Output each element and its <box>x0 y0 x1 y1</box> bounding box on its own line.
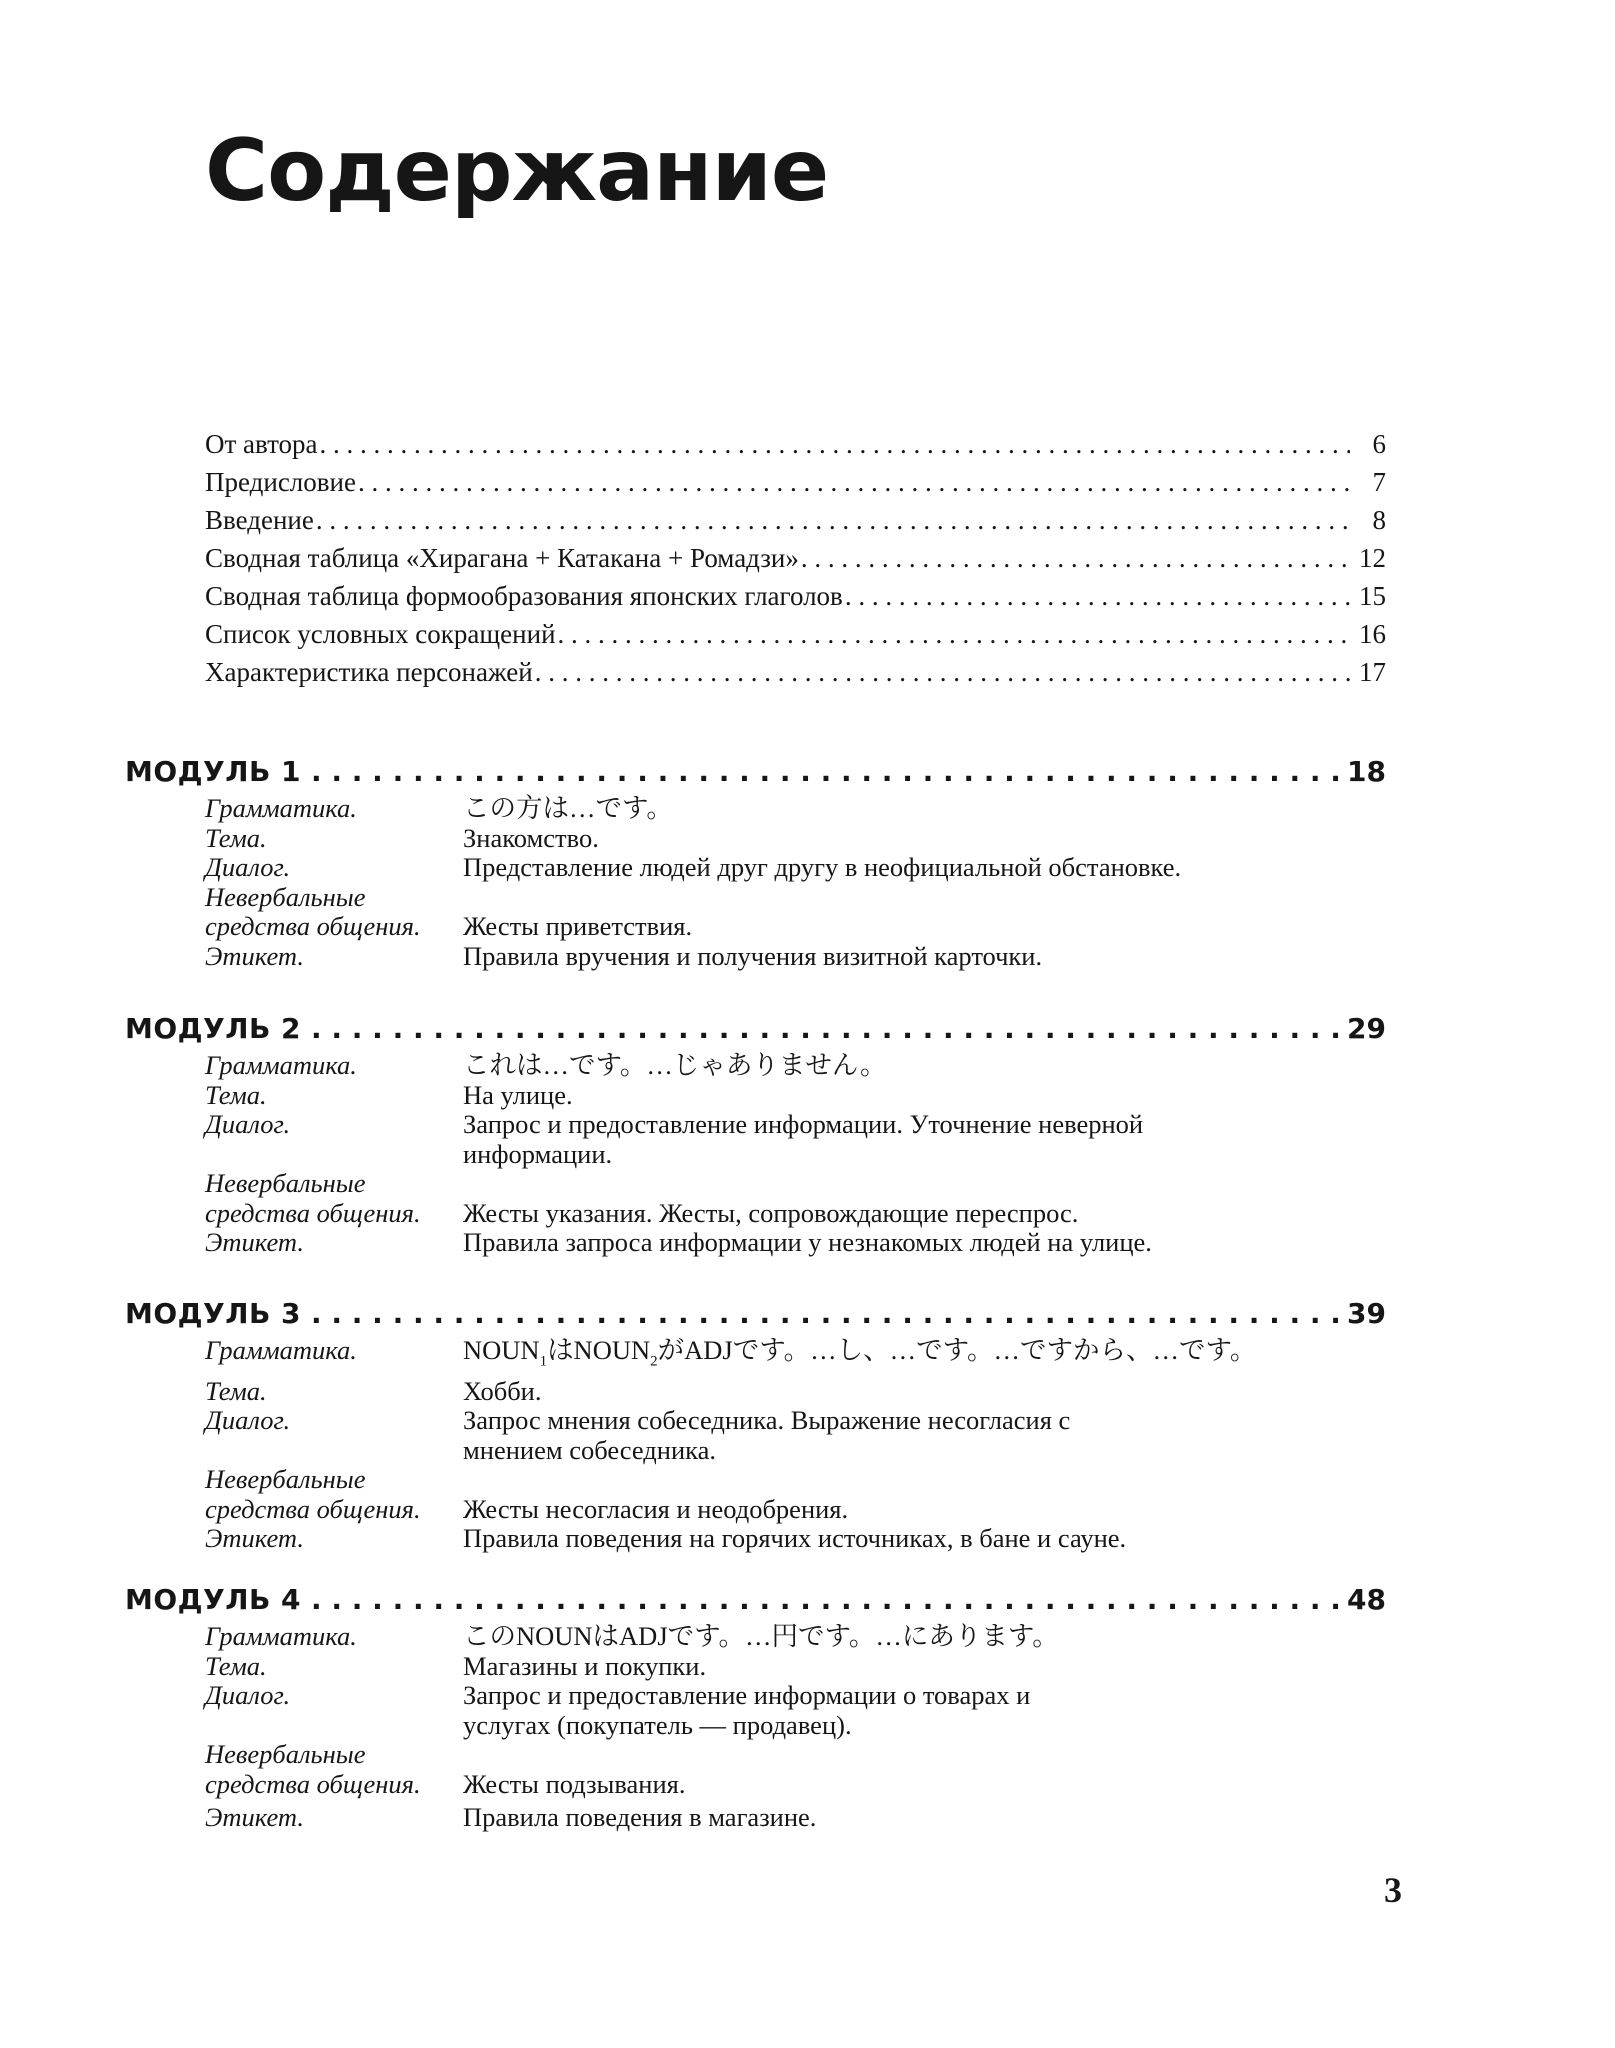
toc-entry-label: Предисловие <box>205 467 356 497</box>
etiquette-row <box>205 1524 1386 1554</box>
dialog-value: Запрос и предоставление информации о товарах и услугах (покупатель — продавец). <box>463 1680 1031 1740</box>
nonverbal-value: Жесты несогласия и неодобрения. <box>463 1493 849 1524</box>
dialog-row <box>205 1681 1386 1740</box>
etiquette-value: Правила поведения на горячих источниках, в бане и сауне. <box>463 1523 1127 1554</box>
dot-leader <box>845 577 1350 615</box>
nonverbal-row <box>205 883 1386 942</box>
toc-entry-verb-table[interactable] <box>205 577 1386 615</box>
page-title: Содержание <box>205 121 829 221</box>
dot-leader <box>311 1009 1341 1049</box>
dot-leader <box>311 1294 1341 1334</box>
grammar-subscript: 2 <box>650 1353 658 1370</box>
toc-entry-page: 12 <box>1359 543 1386 573</box>
topic-label: Тема. <box>205 822 267 853</box>
module-name: МОДУЛЬ 1 <box>125 755 302 788</box>
toc-entry-label: Сводная таблица формообразования японских глаголов <box>205 581 843 611</box>
dot-leader <box>558 615 1350 653</box>
dot-leader <box>535 653 1350 691</box>
dialog-label: Диалог. <box>205 1109 291 1139</box>
nonverbal-row <box>205 1169 1386 1228</box>
etiquette-row <box>205 1803 1386 1833</box>
module-heading[interactable] <box>125 1580 1386 1620</box>
topic-value: Магазины и покупки. <box>463 1650 707 1681</box>
nonverbal-label: Невербальные средства общения. <box>205 1168 421 1228</box>
nonverbal-label: Невербальные средства общения. <box>205 1739 421 1799</box>
module-page: 18 <box>1347 755 1386 788</box>
nonverbal-value: Жесты указания. Жесты, сопровождающие переспрос. <box>463 1197 1079 1228</box>
grammar-value: これは…です。…じゃありません。 <box>463 1050 887 1080</box>
grammar-row <box>205 1336 1386 1377</box>
toc-entry-page: 16 <box>1359 619 1386 649</box>
toc-entry-label: Список условных сокращений <box>205 619 556 649</box>
toc-entry-label: От автора <box>205 429 318 459</box>
dialog-label: Диалог. <box>205 1405 291 1436</box>
module-page: 29 <box>1347 1012 1386 1045</box>
dialog-label: Диалог. <box>205 852 291 882</box>
nonverbal-value: Жесты подзывания. <box>463 1768 686 1799</box>
topic-value: Хобби. <box>463 1375 542 1406</box>
etiquette-label: Этикет. <box>205 1802 304 1832</box>
toc-entry-label: Характеристика персонажей <box>205 657 533 687</box>
toc-entry-page: 17 <box>1359 657 1386 687</box>
toc-entry-kana-table[interactable] <box>205 539 1386 577</box>
grammar-row <box>205 794 1386 824</box>
etiquette-label: Этикет. <box>205 940 304 971</box>
topic-row <box>205 824 1386 854</box>
grammar-subscript: 1 <box>539 1353 548 1370</box>
module-page: 48 <box>1347 1583 1386 1616</box>
module-name: МОДУЛЬ 3 <box>125 1297 302 1330</box>
etiquette-label: Этикет. <box>205 1523 304 1554</box>
grammar-value: このNOUNはADJです。…円です。…にあります。 <box>463 1621 1059 1651</box>
grammar-value <box>463 1336 1386 1377</box>
grammar-label: Грамматика. <box>205 1621 357 1651</box>
toc-entry-page: 6 <box>1372 429 1386 459</box>
dialog-row <box>205 1406 1386 1465</box>
grammar-label: Грамматика. <box>205 1335 357 1365</box>
module-details <box>205 1336 1386 1554</box>
etiquette-row <box>205 942 1386 972</box>
toc-entry-page: 7 <box>1372 467 1386 497</box>
nonverbal-label: Невербальные средства общения. <box>205 1464 421 1524</box>
dot-leader <box>311 1580 1341 1620</box>
module-details <box>205 1622 1386 1833</box>
dialog-row <box>205 1110 1386 1169</box>
dialog-row <box>205 853 1386 883</box>
module-heading[interactable] <box>125 752 1386 792</box>
etiquette-label: Этикет. <box>205 1227 304 1257</box>
toc-entry-page: 8 <box>1372 505 1386 535</box>
grammar-part: NOUN <box>463 1335 540 1365</box>
module-details <box>205 794 1386 971</box>
module-details <box>205 1051 1386 1258</box>
nonverbal-row <box>205 1740 1386 1799</box>
topic-label: Тема. <box>205 1079 267 1110</box>
grammar-part: はNOUN <box>547 1335 651 1365</box>
toc-entry-from-author[interactable] <box>205 425 1386 463</box>
etiquette-value: Правила вручения и получения визитной карточки. <box>463 940 1043 971</box>
dialog-value: Запрос мнения собеседника. Выражение несогласия с мнением собеседника. <box>463 1405 1071 1465</box>
grammar-part: がADJです。…し、…です。…ですから、…です。 <box>657 1335 1257 1365</box>
etiquette-value: Правила поведения в магазине. <box>463 1802 817 1832</box>
grammar-value: この方は…です。 <box>463 793 673 823</box>
grammar-label: Грамматика. <box>205 1050 357 1080</box>
module-2 <box>125 1009 1386 1258</box>
topic-row <box>205 1652 1386 1682</box>
nonverbal-label: Невербальные средства общения. <box>205 881 421 941</box>
dot-leader <box>316 501 1350 539</box>
toc-entry-page: 15 <box>1359 581 1386 611</box>
toc-entry-preface[interactable] <box>205 463 1386 501</box>
grammar-row <box>205 1051 1386 1081</box>
toc-entry-introduction[interactable] <box>205 501 1386 539</box>
module-page: 39 <box>1347 1297 1386 1330</box>
dialog-value: Представление людей друг другу в неофициальной обстановке. <box>463 852 1182 882</box>
module-3 <box>125 1294 1386 1554</box>
front-matter-list <box>205 425 1386 691</box>
dot-leader <box>358 463 1350 501</box>
topic-row <box>205 1081 1386 1111</box>
topic-value: Знакомство. <box>463 822 599 853</box>
module-name: МОДУЛЬ 4 <box>125 1583 302 1616</box>
grammar-row <box>205 1622 1386 1652</box>
topic-label: Тема. <box>205 1375 267 1406</box>
page-number: 3 <box>1384 1870 1402 1910</box>
toc-entry-abbreviations[interactable] <box>205 615 1386 653</box>
nonverbal-value: Жесты приветствия. <box>463 911 693 941</box>
etiquette-value: Правила запроса информации у незнакомых людей на улице. <box>463 1227 1152 1257</box>
topic-row <box>205 1377 1386 1407</box>
module-4 <box>125 1580 1386 1833</box>
nonverbal-row <box>205 1465 1386 1524</box>
dot-leader <box>801 539 1350 577</box>
etiquette-row <box>205 1228 1386 1258</box>
toc-entry-label: Сводная таблица «Хирагана + Катакана + Ромадзи» <box>205 543 799 573</box>
module-heading[interactable] <box>125 1009 1386 1049</box>
module-heading[interactable] <box>125 1294 1386 1334</box>
topic-value: На улице. <box>463 1079 573 1110</box>
module-1 <box>125 752 1386 971</box>
toc-entry-label: Введение <box>205 505 314 535</box>
toc-entry-characters[interactable] <box>205 653 1386 691</box>
dot-leader <box>311 752 1341 792</box>
module-name: МОДУЛЬ 2 <box>125 1012 302 1045</box>
grammar-label: Грамматика. <box>205 793 357 823</box>
dot-leader <box>320 425 1350 463</box>
dialog-label: Диалог. <box>205 1680 291 1710</box>
topic-label: Тема. <box>205 1650 267 1681</box>
dialog-value: Запрос и предоставление информации. Уточнение неверной информации. <box>463 1109 1144 1169</box>
